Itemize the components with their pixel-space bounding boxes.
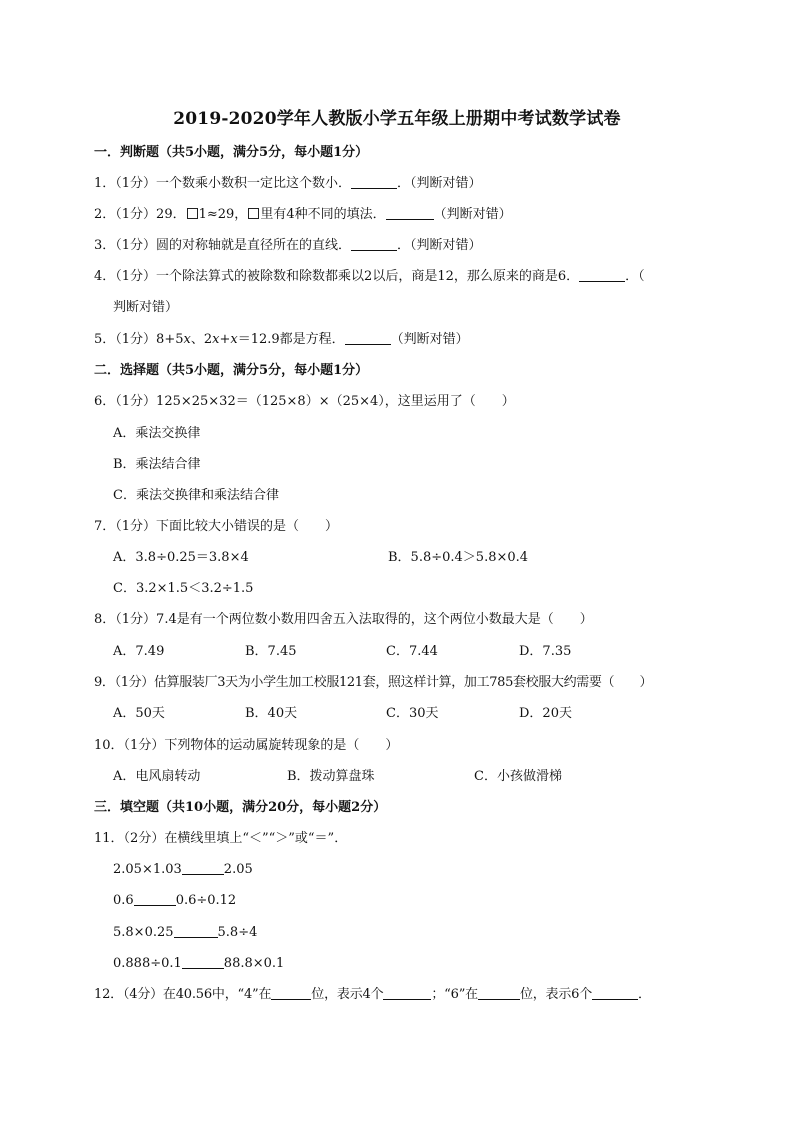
q8-option-c[interactable]: C．7.44 <box>386 644 438 659</box>
question-5: 5．（1分）8+5x、2x+x＝12.9都是方程． （判断对错） <box>94 332 469 347</box>
q11-row-4: 0.888÷0.1 88.8×0.1 <box>113 956 285 971</box>
answer-blank[interactable] <box>351 175 397 189</box>
question-12: 12．（4分）在40.56中，“4”在 位，表示4个 ；“6”在 位，表示6个 ． <box>94 987 651 1002</box>
q11-row-3: 5.8×0.25 5.8÷4 <box>113 925 258 940</box>
question-6-stem: 6．（1分）125×25×32＝（125×8）×（25×4），这里运用了（ ） <box>94 394 515 409</box>
box-placeholder-icon <box>187 208 198 219</box>
question-1: 1．（1分）一个数乘小数积一定比这个数小． ．（判断对错） <box>94 176 482 191</box>
q9-option-c[interactable]: C．30天 <box>386 706 439 721</box>
question-11-stem: 11．（2分）在横线里填上“＜”“＞”或“＝”． <box>94 831 348 846</box>
section-fill-heading: 三．填空题（共10小题，满分20分，每小题2分） <box>94 800 387 815</box>
q7-option-b[interactable]: B．5.8÷0.4＞5.8×0.4 <box>388 550 529 565</box>
answer-blank[interactable] <box>579 268 625 282</box>
question-2: 2．（1分）29． 1≈29， 里有4种不同的填法． （判断对错） <box>94 207 512 222</box>
q11-row-2: 0.6 0.6÷0.12 <box>113 893 237 908</box>
question-4: 4．（1分）一个除法算式的被除数和除数都乘以2以后，商是12，那么原来的商是6． ．（ <box>94 269 645 284</box>
exam-title: 2019-2020学年人教版小学五年级上册期中考试数学试卷 <box>173 109 621 129</box>
q8-option-b[interactable]: B．7.45 <box>245 644 297 659</box>
q9-option-d[interactable]: D．20天 <box>519 706 572 721</box>
q10-option-c[interactable]: C．小孩做滑梯 <box>474 769 562 784</box>
q7-option-c[interactable]: C．3.2×1.5＜3.2÷1.5 <box>113 581 254 596</box>
question-4-continued: 判断对错） <box>113 300 179 315</box>
q10-option-b[interactable]: B．拨动算盘珠 <box>287 769 375 784</box>
section-choice-heading: 二．选择题（共5小题，满分5分，每小题1分） <box>94 363 369 378</box>
question-8-stem: 8．（1分）7.4是有一个两位数小数用四舍五入法取得的，这个两位小数最大是（ ） <box>94 612 593 627</box>
q9-option-b[interactable]: B．40天 <box>245 706 298 721</box>
q10-option-a[interactable]: A．电风扇转动 <box>113 769 201 784</box>
answer-blank[interactable] <box>478 986 520 1000</box>
q6-option-c[interactable]: C．乘法交换律和乘法结合律 <box>113 488 279 503</box>
answer-blank[interactable] <box>182 861 224 875</box>
question-3: 3．（1分）圆的对称轴就是直径所在的直线． ．（判断对错） <box>94 238 482 253</box>
q6-option-a[interactable]: A．乘法交换律 <box>113 426 201 441</box>
answer-blank[interactable] <box>386 206 434 220</box>
answer-blank[interactable] <box>592 986 638 1000</box>
q11-row-1: 2.05×1.03 2.05 <box>113 862 253 877</box>
q6-option-b[interactable]: B．乘法结合律 <box>113 457 201 472</box>
answer-blank[interactable] <box>174 924 218 938</box>
q7-option-a[interactable]: A．3.8÷0.25＝3.8×4 <box>113 550 249 565</box>
answer-blank[interactable] <box>182 955 224 969</box>
box-placeholder-icon <box>248 208 259 219</box>
q8-option-d[interactable]: D．7.35 <box>519 644 572 659</box>
answer-blank[interactable] <box>351 237 397 251</box>
answer-blank[interactable] <box>345 331 391 345</box>
q8-option-a[interactable]: A．7.49 <box>113 644 165 659</box>
question-9-stem: 9．（1分）估算服装厂3天为小学生加工校服121套，照这样计算，加工785套校服大约需要（ ） <box>94 675 653 690</box>
question-7-stem: 7．（1分）下面比较大小错误的是（ ） <box>94 519 339 534</box>
section-judgement-heading: 一．判断题（共5小题，满分5分，每小题1分） <box>94 145 369 160</box>
question-10-stem: 10．（1分）下列物体的运动属旋转现象的是（ ） <box>94 738 399 753</box>
answer-blank[interactable] <box>271 986 311 1000</box>
q9-option-a[interactable]: A．50天 <box>113 706 165 721</box>
answer-blank[interactable] <box>134 892 176 906</box>
answer-blank[interactable] <box>383 986 431 1000</box>
